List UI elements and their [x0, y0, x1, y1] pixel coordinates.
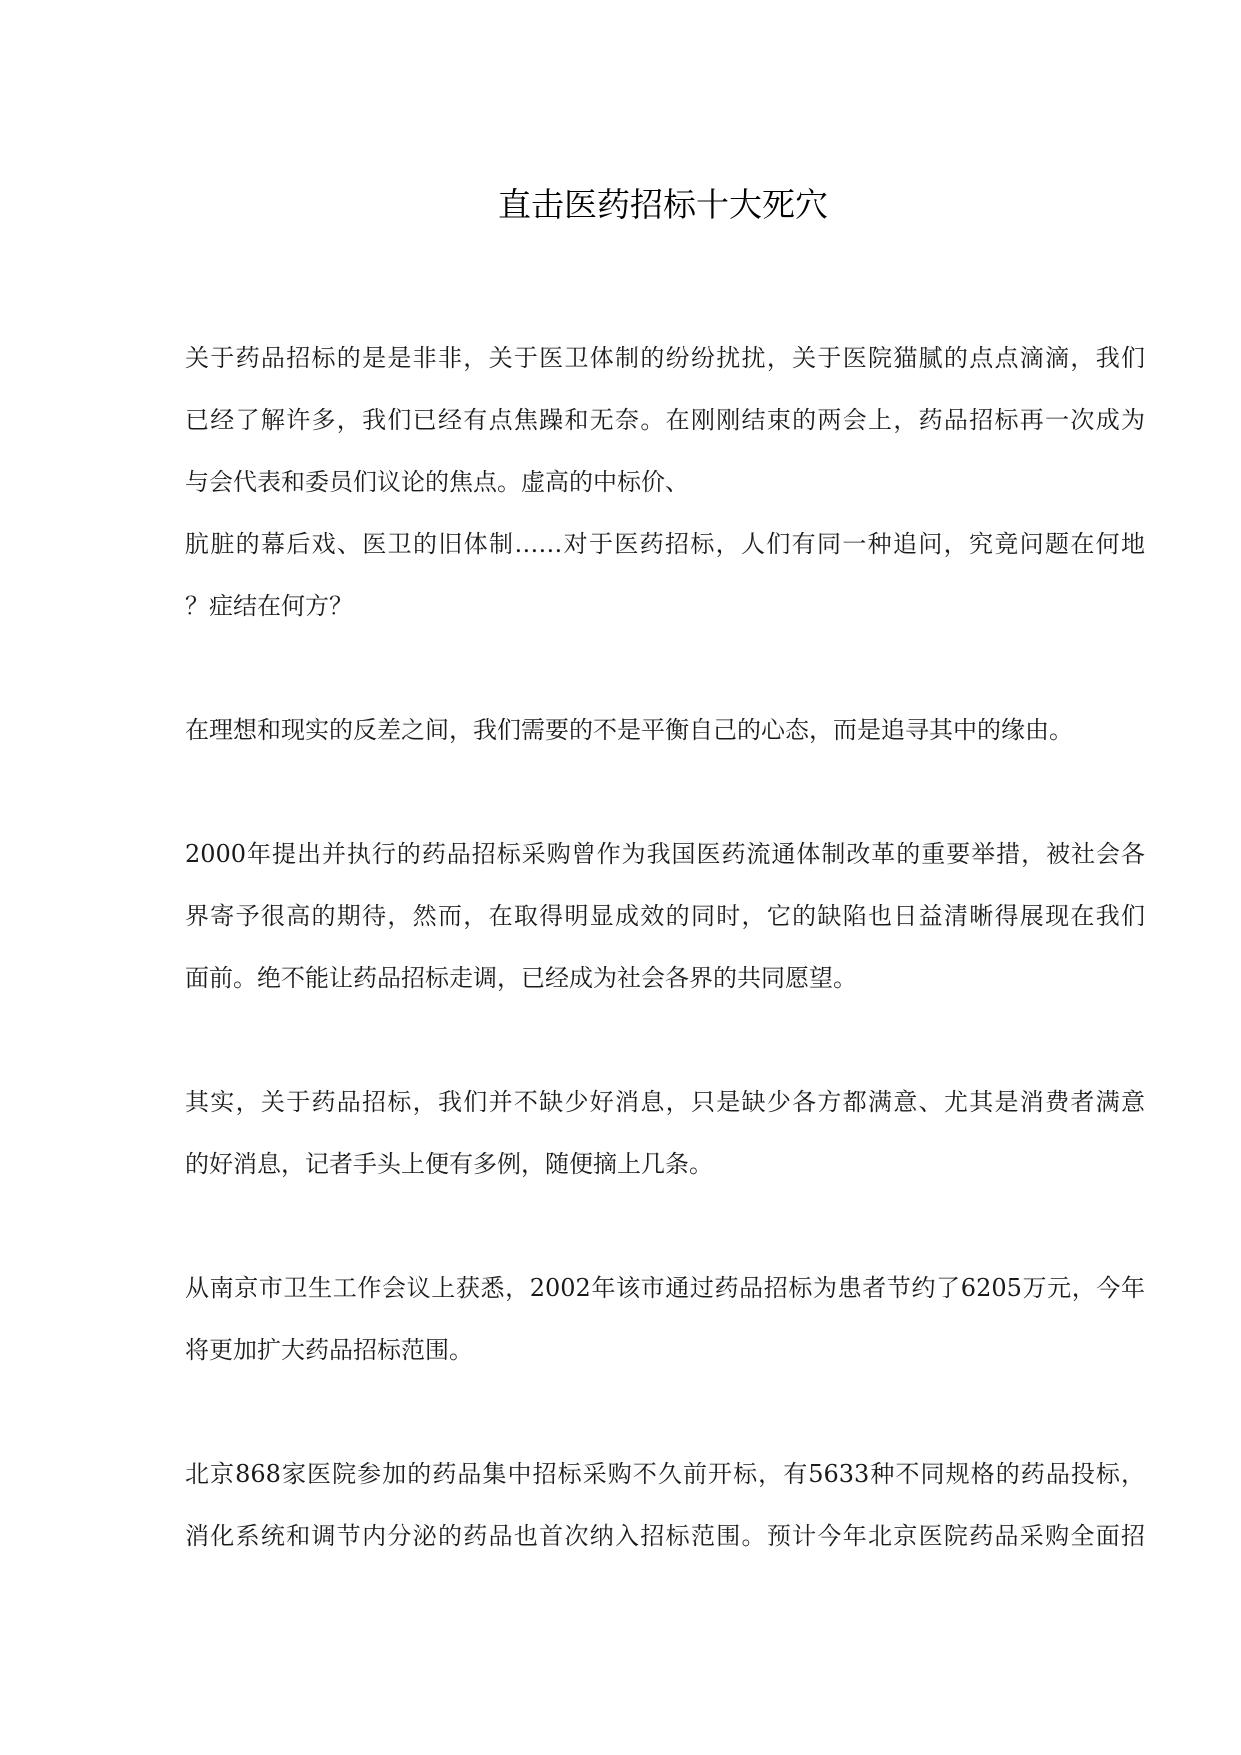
text-line: 在理想和现实的反差之间，我们需要的不是平衡自己的心态，而是追寻其中的缘由。 [185, 716, 1073, 744]
paragraph [185, 1082, 1145, 1206]
document-title: 直击医药招标十大死穴 [498, 185, 828, 224]
paragraph [185, 710, 1145, 772]
text-line: 将更加扩大药品招标范围。 [185, 1336, 473, 1364]
text-line: 北京868家医院参加的药品集中招标采购不久前开标，有5633种不同规格的药品投标， [185, 1460, 1145, 1488]
text-line: 消化系统和调节内分泌的药品也首次纳入招标范围。预计今年北京医院药品采购全面招 [185, 1522, 1145, 1550]
text-line: ？症结在何方？ [185, 592, 353, 620]
text-line: 的好消息，记者手头上便有多例，随便摘上几条。 [185, 1150, 713, 1178]
text-line: 面前。绝不能让药品招标走调，已经成为社会各界的共同愿望。 [185, 964, 857, 992]
text-line: 其实，关于药品招标，我们并不缺少好消息，只是缺少各方都满意、尤其是消费者满意 [185, 1088, 1145, 1116]
paragraph-spacer [185, 772, 1145, 834]
text-line: 肮脏的幕后戏、医卫的旧体制……对于医药招标，人们有同一种追问，究竟问题在何地 [185, 530, 1145, 558]
text-line: 与会代表和委员们议论的焦点。虚高的中标价、 [185, 468, 689, 496]
document-body [185, 338, 1145, 1578]
text-line: 界寄予很高的期待，然而，在取得明显成效的同时，它的缺陷也日益清晰得展现在我们 [185, 902, 1145, 930]
text-line: 从南京市卫生工作会议上获悉，2002年该市通过药品招标为患者节约了6205万元，今年 [185, 1274, 1145, 1302]
paragraph-spacer [185, 1020, 1145, 1082]
text-line: 已经了解许多，我们已经有点焦躁和无奈。在刚刚结束的两会上，药品招标再一次成为 [185, 406, 1145, 434]
paragraph [185, 1268, 1145, 1392]
paragraph [185, 338, 1145, 648]
paragraph-spacer [185, 1392, 1145, 1454]
paragraph [185, 834, 1145, 1020]
paragraph [185, 1454, 1145, 1578]
paragraph-spacer [185, 1206, 1145, 1268]
paragraph-spacer [185, 648, 1145, 710]
text-line: 关于药品招标的是是非非，关于医卫体制的纷纷扰扰，关于医院猫腻的点点滴滴，我们 [185, 344, 1145, 372]
text-line: 2000年提出并执行的药品招标采购曾作为我国医药流通体制改革的重要举措，被社会各 [185, 840, 1145, 868]
